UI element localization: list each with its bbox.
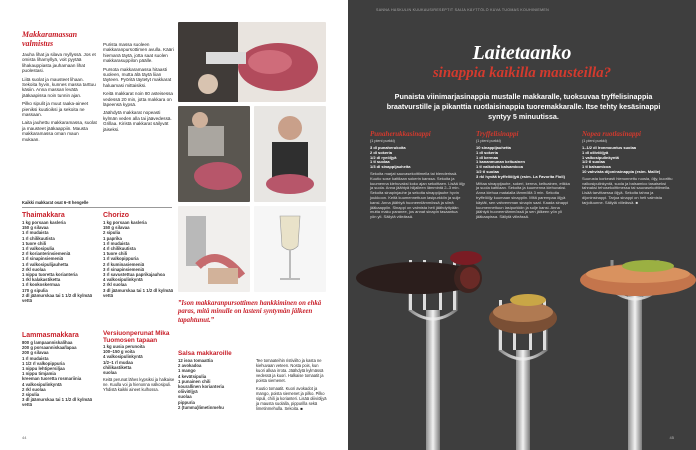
sausage-dark xyxy=(356,251,482,294)
ingredient: 2 rl korianterinsiemeniä xyxy=(22,251,71,257)
ingredient: suolaa xyxy=(103,370,117,376)
ingredient: 10 vahvista dijoninsinappia (esim. Maille) xyxy=(582,168,661,174)
ingredient: 1 rl valkosipulia xyxy=(22,246,55,252)
paragraph: Tee tomaateihin ristiviilto ja kasta ne kiehuvaan veteen. Nosta pois, kun kuori alkaa irrota. Jäähdytä kylmässä vedessä ja kuori. Halkaise tomaatit ja poista siemenet. xyxy=(256,358,324,383)
ingredient: 150 g silavaa xyxy=(103,225,130,231)
ingredient: 2 sipulia xyxy=(103,230,121,236)
title-line-2: sinappia kaikilla mausteilla? xyxy=(432,65,612,81)
ingredient: 1/2 tl suolaa xyxy=(582,159,605,165)
ingredient: 4 kevätsipulia xyxy=(178,373,207,379)
intro-heading: Makkaramassan valmistus xyxy=(22,30,78,48)
ingredient-list xyxy=(22,220,97,303)
paragraph: Liitä suolat ja mausteet lihaan. Sekoita hyvin, kunnes massa tarttuu käsiin. Anna massan levätä jääkaapissa noin tunnin ajan. xyxy=(22,76,96,98)
pull-quote: ”Ison makkaranpursottimen hankkiminen on ehkä paras, mitä minulle on lasteni syntymän jälkeen tapahtunut.” xyxy=(178,300,322,324)
ingredient: 1 tl valkoista balsamicoa xyxy=(476,164,523,170)
divider xyxy=(22,207,172,208)
ingredient: 2 (tumma)limetinmehu xyxy=(178,404,224,410)
ingredient: 1 valkosipulinkyntä xyxy=(582,154,619,160)
recipe-title: Versiuonperunat Mika Tuomosen tapaan xyxy=(103,330,170,344)
ingredient: 4 valkosipulinkyntä xyxy=(103,277,143,283)
recipe-yield: (1 pieni purkki) xyxy=(582,139,607,143)
ingredient: kreeman tuoretta rosmariinia xyxy=(22,376,82,382)
ingredient: 3 dl jäämurskaa tai 1 1/2 dl kylmää vettä xyxy=(22,397,92,408)
ingredient: 3 dl punaherukoita xyxy=(370,145,406,150)
ingredient: kourallinen korianteria xyxy=(178,384,225,390)
ingredient: 1 rl kookoskermaa xyxy=(22,282,60,288)
ingredient: 1 nippu tuoretta korianteria xyxy=(22,272,78,278)
ingredient: 2 rkl suolaa xyxy=(103,282,127,288)
paragraph: Kuutio tomaatit. Kuori avokadot ja mango, poista siemenet ja pilko. Pilko sipuli, chili ja korianteri. Lisää oliiviöljyä ja mausta suolalla, pippurilla sekä limetinmehulla. Sekoita. ■ xyxy=(256,386,327,411)
ingredient: 4 valkosipulinkyntä xyxy=(103,354,143,360)
ingredient: 2 rl kuminasiemeniä xyxy=(103,261,145,267)
ingredient: 1 rl valkosipulijauhetta xyxy=(22,261,69,267)
recipe-ruotlasinappi xyxy=(582,130,677,206)
ingredient-list xyxy=(582,146,677,175)
ingredient: 100–150 g voita xyxy=(103,349,135,355)
recipe-method: Keitä perunat lähes kypsiksi ja halkaise ne. Kuulla voi ja hienonna valkosipuli. Yhdistä kaikki aineet kulhossa. xyxy=(103,377,175,393)
right-page xyxy=(348,0,696,450)
ingredient: 1 punainen chili xyxy=(178,378,211,384)
photo-chef-mixing xyxy=(254,106,326,202)
ingredient: 1 rl mudaista xyxy=(22,355,49,361)
recipe-lammasmakkara xyxy=(22,332,97,408)
ingredient: 10 sinappijauhetta xyxy=(476,145,511,150)
recipe-salsa xyxy=(178,350,253,410)
ingredient-list xyxy=(22,340,97,408)
paragraph: Laita jauhettu makkaramassa, suolat ja mausteet jääkaappiin. Mausta makkaramassa oman maun mukaan. xyxy=(22,120,97,142)
ingredient: 1 dl kermaa xyxy=(476,154,499,160)
salsa-method xyxy=(256,358,328,414)
ingredient: 3 rkl hyvää tryffeliöljyä (esim. La Favorita Fioli) xyxy=(476,173,565,179)
ingredient: 170 g sipulia xyxy=(22,287,48,293)
ingredient: 1 rl mudaista xyxy=(22,230,49,236)
ingredient: 3 dl jäämurskaa tai 1 1/2 dl kylmää vettä xyxy=(103,287,173,298)
running-head: SANNA HASKULIN KUUKAUSIRESEPTIT SAIJA KÄYTTÖLÖ KUVA TUOMAS KOUHINIEMEN xyxy=(376,8,549,12)
ingredient: 2 rkl suolaa xyxy=(22,266,46,272)
ingredient: 3 rl savustettua paprikajauhoa xyxy=(103,272,165,278)
ingredient-list xyxy=(103,220,175,298)
photo-ground-meat xyxy=(178,22,326,102)
ingredient: 800 g lampaanniskalihaa xyxy=(22,340,73,345)
ingredient: 1 dl oliiviöljyä xyxy=(582,149,609,155)
ingredient: 1 tl suolaa xyxy=(370,159,390,165)
recipe-thaimakkara xyxy=(22,212,97,303)
ingredient: 1 nippu timjamia xyxy=(22,371,56,377)
photo-meat-grinder xyxy=(178,106,250,202)
ingredient: 1 mango xyxy=(178,368,196,374)
sausage-light xyxy=(580,260,696,296)
recipe-potatoes xyxy=(103,330,175,392)
ingredient: 1 rkl kalakastiketta xyxy=(22,277,61,283)
recipe-title: Lammasmakkara xyxy=(22,332,79,339)
ingredient: 1 dl sokeria xyxy=(476,149,499,155)
ingredient: 1 tl balsamicoa xyxy=(582,164,611,170)
paragraph: Pursota makkaramassa hitaasti suoleen, mutta älä täytä liian täyteen. Pyöritä täytetyt makkarat haluamasi mittaisiksi. xyxy=(103,66,172,88)
ingredient: 150 g silavaa xyxy=(22,225,49,231)
ingredient: oliiviöljyä xyxy=(178,389,198,395)
photo-wine-glass xyxy=(254,206,326,292)
ingredient: 2 dl jäämurskaa tai 1 1/2 dl kylmää vettä xyxy=(22,292,92,304)
ingredient: 2 rkl suolaa xyxy=(22,386,46,392)
ingredient: pippuria xyxy=(178,399,195,405)
photo-forks-with-sausages xyxy=(348,250,696,450)
ingredient: 1 paprika xyxy=(103,235,122,241)
recipe-chorizo xyxy=(103,212,175,298)
page-number-right: 45 xyxy=(669,435,674,440)
ingredient-list xyxy=(370,146,465,170)
page-number-left: 44 xyxy=(22,435,27,440)
ingredient: 1 kg porsaan kasleria xyxy=(103,220,147,225)
ingredient: 200 g porsaanniskaa/lapaa xyxy=(22,345,77,351)
ingredient: 2 avokadoa xyxy=(178,363,202,369)
paragraph: Pilko sipulit ja muut raaka-aineet pieniksi kuutioiksi ja sekoita ne massaan. xyxy=(22,101,89,118)
recipe-punaherukkasinappi xyxy=(370,130,465,220)
ingredient: 1 tuore chili xyxy=(103,251,128,257)
recipe-yield: (1 pieni purkki) xyxy=(370,139,395,143)
ingredient: 200 g silavaa xyxy=(22,350,49,356)
recipe-title: Nopea ruotlasinappi xyxy=(582,130,641,138)
ingredient: 1 rl chilikuutista xyxy=(22,235,55,241)
ingredient: 1/2–1 rl mudaa xyxy=(103,359,133,365)
ingredient: 3 rl sinapinsiemeniä xyxy=(103,266,145,272)
ingredient-list xyxy=(103,344,175,375)
paragraph: Jauha lihat ja silava myllyssä. Jos et omista lihamyllyä, voit pyytää lihakauppiasta jauhamaan lihat puolestasi. xyxy=(22,52,96,74)
ingredient: 1 rl valkopippuria xyxy=(103,256,139,262)
recipe-method: Sekoita marjat sauvasekoittimella tai blenderissä. Kuutio sose kattilaan sokerin kanssa. Sekoita ja kuumenna kiehuvaksi koko ajan sekoittaen. Lisää öljy ja suola. Anna jäähtyä hiljalleen lämmintä 2–3 min. Sekoita sinapinjauhe ja sekoita sinappijauhe hyvin joukkoon. Keitä kuumennettuun lasipurkkiin ja sulje kansi. Anna jäähtyä huoneenlämmössä ja siirrä jääkaappiin. Sinappi on valmista heti jäähdyttyään mutta maku paranee, jos annat sinapin tasaantua yön yli. Säilytä viileässä. xyxy=(370,170,465,220)
intro-column-1 xyxy=(22,30,97,145)
ingredient: 1 kg porsaan kasleria xyxy=(22,220,66,225)
ingredient: 1 nippu lehtipersiljaa xyxy=(22,366,65,372)
ingredient: 1 1/2 rl valkopippuria xyxy=(22,360,65,366)
paragraph: Jäähdytä makkarat nopeasti kylmän veden alla tai jäävedessä. Grillaa. Kiristä makkarat säilyvät jäiseksi. xyxy=(103,110,172,132)
ingredient: 2 dl sokeria xyxy=(370,149,393,155)
paragraph: Keitä makkarat noin 80 asteisessa vedessä 20 min, jotta makkara on läpeensä kypsä. xyxy=(103,91,173,108)
ingredient: chilikastiketta xyxy=(103,364,132,370)
ingredient: 1/3 dl sinappijauheita xyxy=(370,164,411,170)
ingredient: 1 tuore chili xyxy=(22,240,47,246)
ingredient: 1/2 tl suolaa xyxy=(476,168,499,174)
recipe-title: Chorizo xyxy=(103,212,130,219)
ingredient: suolaa xyxy=(178,394,192,400)
ingredient: 1 rl mudaista xyxy=(103,240,130,246)
ingredient-list xyxy=(476,146,571,180)
ingredient: 4 valkosipulinkyntä xyxy=(22,381,62,387)
ingredient: 12 isoa tomaattia xyxy=(178,358,213,363)
title-line-1: Laitetaanko xyxy=(472,42,572,64)
ingredient: 1 kananmunan keltuainen xyxy=(476,159,525,165)
ingredient: 1 rl sinapinsiemeniä xyxy=(22,256,64,262)
recipe-title: Salsa makkaroille xyxy=(178,350,232,357)
intro-column-2 xyxy=(103,42,175,135)
ingredient: 1–1/2 dl Ironmountus suolaa xyxy=(582,145,637,150)
recipe-title: Thaimakkara xyxy=(22,212,65,219)
ingredient: 1 kg uusia perunoita xyxy=(103,344,145,349)
paragraph: Purista massa suoleen makkaranpursottimen avulla. Kääri hiemanä täytä, jotta saat suolen makkarasuppilon päälle. xyxy=(103,42,174,64)
recipe-yield: (1 pieni purkki) xyxy=(476,139,501,143)
recipe-method: Suurusta korkeasti hienonnettu ruosla, öljy, kuorittu valkosipulinkyntä, suola ja balsamico tasaiseksi tahnaksi tehosekoittimessa tai sauvasekoittimella. Lisää tarvittaessa öljyä. Sekoita tahna ja dijoninsinappi. Tarjoa sinappi on heti valmista tarjoiluunne. Säilytä viileässä. ■ xyxy=(582,175,673,205)
lede: Punaista viinimarjasinappia mustalle makkaralle, tuoksuvaa tryffelisinappia braatvurstille ja pikanttia ruotlaisinappia tuoremakkaralle. Itse tehty kesäsinappi syntyy 5 minuutissa. xyxy=(386,92,661,121)
recipe-title: Punaherukkasinappi xyxy=(370,130,431,138)
ingredient: 1/2 dl ryeöljyä xyxy=(370,154,397,160)
recipe-title: Tryffelisinappi xyxy=(476,130,519,138)
ingredient: 2 sipulia xyxy=(22,392,40,398)
ingredient: 4 rl chilikuutista xyxy=(103,246,136,252)
photo-sausage-stuffing xyxy=(178,206,250,292)
intro-col1-text xyxy=(22,52,97,142)
recipe-tryffelisinappi xyxy=(476,130,571,220)
recipe-method: Mittaa sinappijauhe, sokeri, kerma, keltuainen, etikka ja suola kattilaan. Sekoita ja kuumenna kiehuvaksi. Anna kiehua matalalla lämmöllä 3 min. Sekoita tryffeliöljy kuumaan sinappiin. Mitä parempaa öljyä käytät, sen vahvemman sinapin saat. Kaada sinappi kuumennettuun lasipurkkiin ja sulje kansi. Anna jäähtyä huoneenlämmössä ja sen jälkeen yön yli jääkaapissa. Säilytä viileässä. xyxy=(476,180,570,220)
batch-note: Kaikki makkarat osat 6–8 hengelle xyxy=(22,200,89,205)
ingredient-list xyxy=(178,358,253,410)
